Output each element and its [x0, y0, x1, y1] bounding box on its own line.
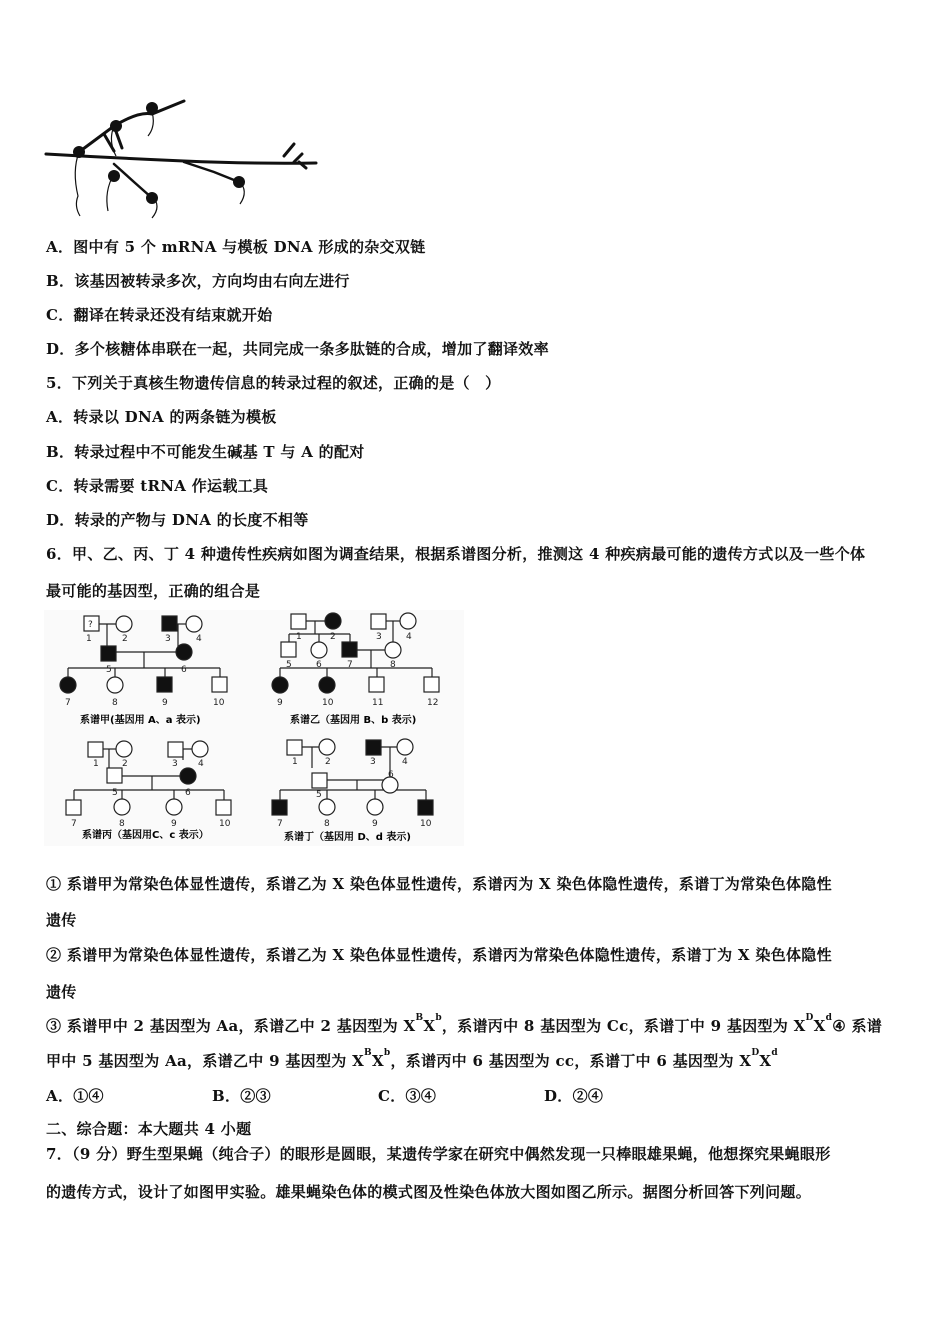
pedigree-bing-n3: 3	[172, 759, 178, 769]
pedigree-jia-n1: 1	[86, 634, 92, 644]
pedigree-bing-n4: 4	[198, 759, 204, 769]
q6-option-a: A．①④	[46, 1087, 104, 1105]
pedigree-yi-n7: 7	[347, 660, 353, 670]
pedigree-bing-caption: 系谱丙（基因用C、c 表示）	[82, 830, 209, 841]
pedigree-ding-n1: 1	[292, 757, 298, 767]
pedigree-ding-n4: 4	[402, 757, 408, 767]
q5-option-b: B．转录过程中不可能发生碱基 T 与 A 的配对	[46, 443, 365, 461]
pedigree-yi-n9: 9	[277, 698, 283, 708]
pedigree-jia-caption: 系谱甲(基因用 A、a 表示)	[80, 715, 201, 726]
q6-statement-1a: ① 系谱甲为常染色体显性遗传，系谱乙为 X 染色体显性遗传，系谱丙为 X 染色体隐性遗传，系谱丁为常染色体隐性	[46, 875, 832, 893]
pedigree-yi-n5: 5	[286, 660, 292, 670]
q4-option-b: B．该基因被转录多次，方向均由右向左进行	[46, 272, 350, 290]
pedigree-ding-n6: 6	[388, 770, 394, 780]
q6-option-d: D．②④	[544, 1087, 604, 1105]
pedigree-yi-n3: 3	[376, 632, 382, 642]
pedigree-ding-n3: 3	[370, 757, 376, 767]
pedigree-jia-n7: 7	[65, 698, 71, 708]
q6-option-c: C．③④	[378, 1087, 437, 1105]
pedigree-ding-n9: 9	[372, 819, 378, 829]
pedigree-ding-n10: 10	[420, 819, 432, 829]
pedigree-jia-n9: 9	[162, 698, 168, 708]
pedigree-figure	[44, 610, 464, 846]
pedigree-bing-n2: 2	[122, 759, 128, 769]
pedigree-jia-n3: 3	[165, 634, 171, 644]
q4-option-a: A．图中有 5 个 mRNA 与模板 DNA 形成的杂交双链	[46, 238, 426, 256]
pedigree-yi-n1: 1	[296, 632, 302, 642]
pedigree-bing-n7: 7	[71, 819, 77, 829]
pedigree-bing-n10: 10	[219, 819, 231, 829]
pedigree-yi-caption: 系谱乙（基因用 B、b 表示)	[290, 715, 417, 726]
pedigree-bing-n1: 1	[93, 759, 99, 769]
q5-option-d: D．转录的产物与 DNA 的长度不相等	[46, 511, 309, 529]
q6-statement-3a: ③ 系谱甲中 2 基因型为 Aa，系谱乙中 2 基因型为 $X^BX^b$，系谱丙中 8 基因型为 Cc，系谱丁中 9 基因型为 $X^DX^d④$ 系谱	[46, 1013, 883, 1035]
q6-statement-2a: ② 系谱甲为常染色体显性遗传，系谱乙为 X 染色体显性遗传，系谱丙为常染色体隐性遗传，系谱丁为 X 染色体隐性	[46, 946, 832, 964]
q6-statement-1b: 遗传	[46, 911, 77, 929]
pedigree-ding-caption: 系谱丁（基因用 D、d 表示)	[284, 832, 411, 843]
pedigree-jia-n10: 10	[213, 698, 225, 708]
pedigree-ding-n7: 7	[277, 819, 283, 829]
pedigree-jia-question: ?	[88, 620, 93, 630]
pedigree-yi-n8: 8	[390, 660, 396, 670]
section-heading: 二、综合题：本大题共 4 小题	[46, 1120, 252, 1138]
pedigree-jia-n4: 4	[196, 634, 202, 644]
q6-statement-2b: 遗传	[46, 983, 77, 1001]
q7-line1: 7．（9 分）野生型果蝇（纯合子）的眼形是圆眼，某遗传学家在研究中偶然发现一只棒眼雄果蝇，他想探究果蝇眼形	[46, 1145, 831, 1163]
pedigree-bing-n9: 9	[171, 819, 177, 829]
pedigree-yi-n10: 10	[322, 698, 334, 708]
pedigree-jia-n6: 6	[181, 665, 187, 675]
pedigree-yi-n2: 2	[330, 632, 336, 642]
pedigree-yi-n11: 11	[372, 698, 384, 708]
pedigree-bing-n5: 5	[112, 788, 118, 798]
pedigree-jia-n5: 5	[106, 665, 112, 675]
pedigree-yi-n12: 12	[427, 698, 439, 708]
q6-option-b: B．②③	[212, 1087, 271, 1105]
pedigree-yi-n6: 6	[316, 660, 322, 670]
q6-stem-line2: 最可能的基因型，正确的组合是	[46, 582, 261, 600]
q6-options	[46, 1085, 603, 1106]
transcription-translation-figure	[44, 96, 319, 221]
pedigree-ding-n5: 5	[316, 790, 322, 800]
q4-option-c: C．翻译在转录还没有结束就开始	[46, 306, 273, 324]
pedigree-ding-n8: 8	[324, 819, 330, 829]
q6-stem-line1: 6．甲、乙、丙、丁 4 种遗传性疾病如图为调查结果，根据系谱图分析，推测这 4 种疾病最可能的遗传方式以及一些个体	[46, 545, 866, 563]
pedigree-ding-n2: 2	[325, 757, 331, 767]
pedigree-yi-n4: 4	[406, 632, 412, 642]
q6-statement-3b: 甲中 5 基因型为 Aa，系谱乙中 9 基因型为 $X^BX^b$，系谱丙中 6 基因型为 cc，系谱丁中 6 基因型为 $X^DX^d$	[46, 1048, 778, 1070]
pedigree-jia-n2: 2	[122, 634, 128, 644]
pedigree-jia-n8: 8	[112, 698, 118, 708]
q5-option-c: C．转录需要 tRNA 作运载工具	[46, 477, 269, 495]
q5-option-a: A．转录以 DNA 的两条链为模板	[46, 408, 277, 426]
q7-line2: 的遗传方式，设计了如图甲实验。雄果蝇染色体的模式图及性染色体放大图如图乙所示。据图分析回答下列问题。	[46, 1183, 812, 1201]
q4-option-d: D．多个核糖体串联在一起，共同完成一条多肽链的合成，增加了翻译效率	[46, 340, 549, 358]
pedigree-bing-n8: 8	[119, 819, 125, 829]
q5-stem: 5．下列关于真核生物遗传信息的转录过程的叙述，正确的是（ ）	[46, 374, 501, 392]
pedigree-bing-n6: 6	[185, 788, 191, 798]
